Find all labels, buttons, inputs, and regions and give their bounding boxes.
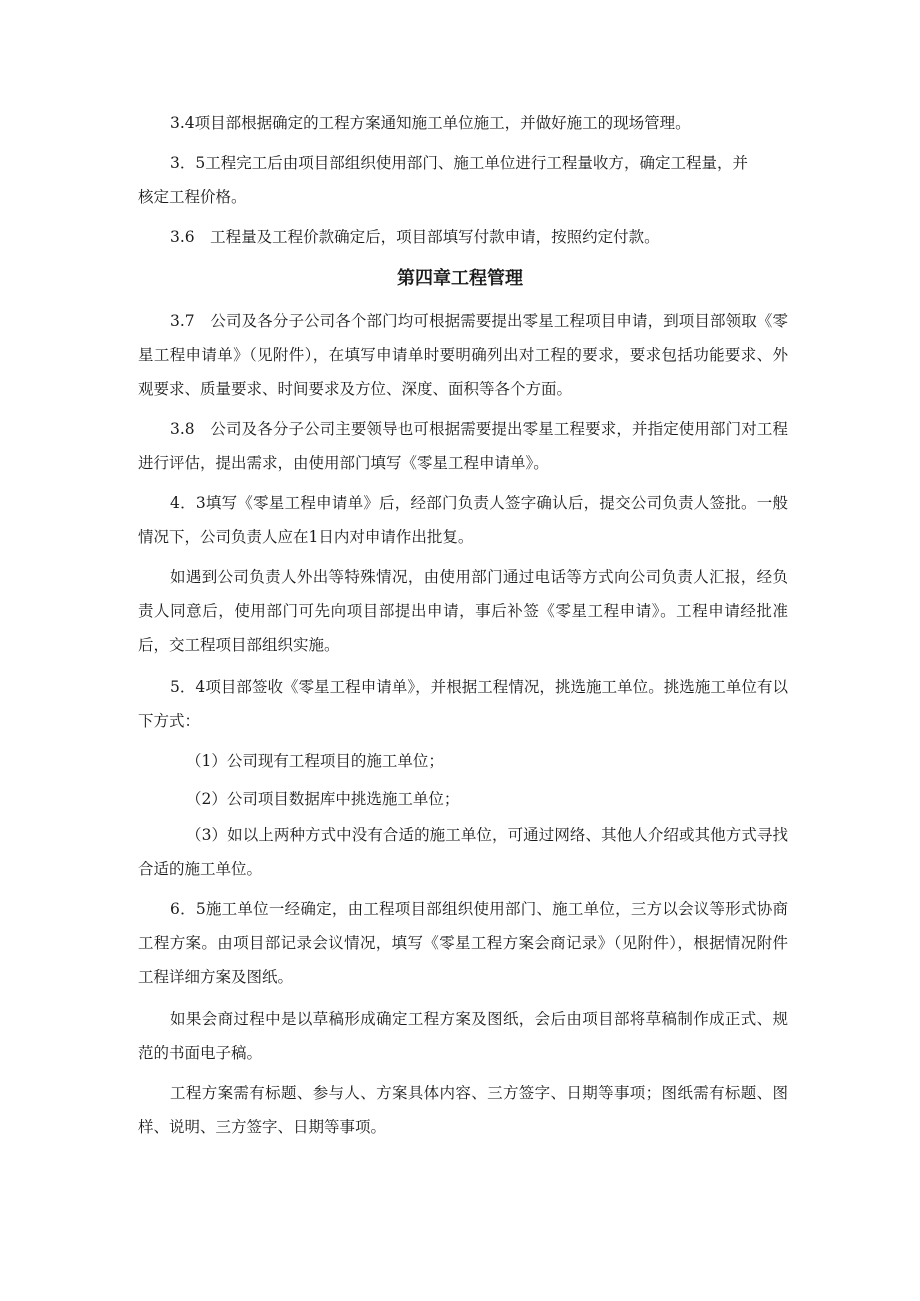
paragraph-6-5: 6．5施工单位一经确定，由工程项目部组织使用部门、施工单位，三方以会议等形式协商工程方案。由项目部记录会议情况，填写《零星工程方案会商记录》（见附件），根据情况附件工程详细方案及图纸。 [138,900,788,986]
paragraph-draft: 如果会商过程中是以草稿形成确定工程方案及图纸，会后由项目部将草稿制作成正式、规范的书面电子稿。 [138,1010,788,1062]
paragraph-3-4: 3.4项目部根据确定的工程方案通知施工单位施工，并做好施工的现场管理。 [170,114,691,132]
paragraph-requirements: 工程方案需有标题、参与人、方案具体内容、三方签字、日期等事项；图纸需有标题、图样、说明、三方签字、日期等事项。 [138,1084,788,1136]
list-item-2: （2）公司项目数据库中挑选施工单位； [186,790,460,808]
paragraph-3-8: 3.8 公司及各分子公司主要领导也可根据需要提出零星工程要求，并指定使用部门对工程进行评估，提出需求，由使用部门填写《零星工程申请单》。 [138,420,788,472]
paragraph-4-3: 4．3填写《零星工程申请单》后，经部门负责人签字确认后，提交公司负责人签批。一般情况下，公司负责人应在1日内对申请作出批复。 [138,494,788,546]
list-item-3: （3）如以上两种方式中没有合适的施工单位，可通过网络、其他人介绍或其他方式寻找合适的施工单位。 [138,826,788,878]
paragraph-3-6: 3.6 工程量及工程价款确定后，项目部填写付款申请，按照约定付款。 [170,228,660,246]
list-item-1: （1）公司现有工程项目的施工单位； [186,752,444,770]
chapter-heading: 第四章工程管理 [397,268,523,289]
paragraph-5-4: 5．4项目部签收《零星工程申请单》，并根据工程情况，挑选施工单位。挑选施工单位有以下方式： [138,678,788,730]
paragraph-special-case: 如遇到公司负责人外出等特殊情况，由使用部门通过电话等方式向公司负责人汇报，经负责人同意后，使用部门可先向项目部提出申请，事后补签《零星工程申请》。工程申请经批准后，交工程项目部组织实施。 [138,568,788,654]
paragraph-3-7: 3.7 公司及各分子公司各个部门均可根据需要提出零星工程项目申请，到项目部领取《零星工程申请单》（见附件），在填写申请单时要明确列出对工程的要求，要求包括功能要求、外观要求、质量要求、时间要求及方位、深度、面积等各个方面。 [138,312,788,398]
paragraph-3-5: 3．5工程完工后由项目部组织使用部门、施工单位进行工程量收方，确定工程量，并核定工程价格。 [138,154,748,206]
